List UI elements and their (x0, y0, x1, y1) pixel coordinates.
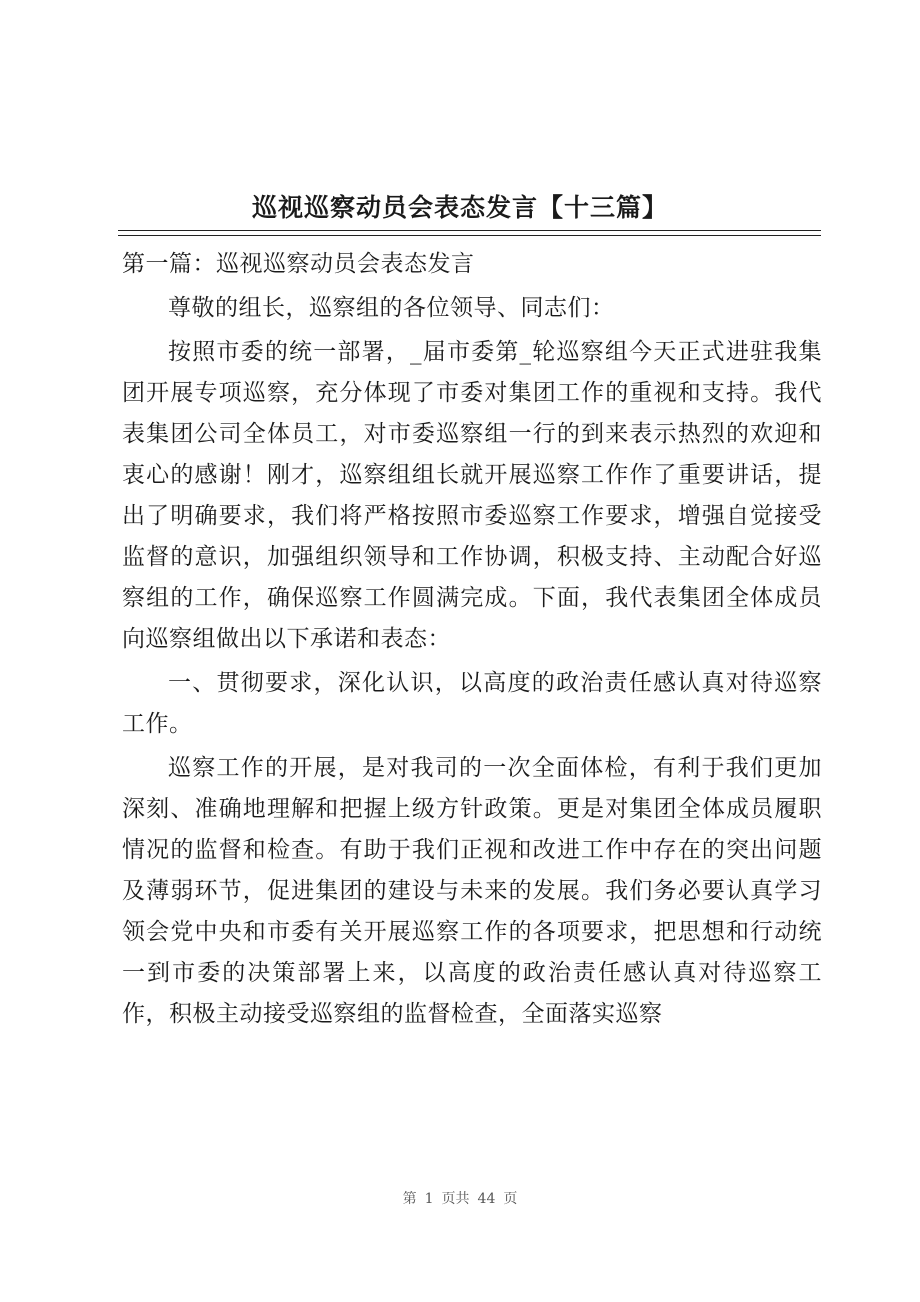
paragraph-intro: 按照市委的统一部署，_届市委第_轮巡察组今天正式进驻我集团开展专项巡察，充分体现了市委对集团工作的重视和支持。我代表集团公司全体员工，对市委巡察组一行的到来表示热烈的欢迎和衷心的感谢！刚才，巡察组组长就开展巡察工作作了重要讲话，提出了明确要求，我们将严格按照市委巡察工作要求，增强自觉接受监督的意识，加强组织领导和工作协调，积极支持、主动配合好巡察组的工作，确保巡察工作圆满完成。下面，我代表集团全体成员向巡察组做出以下承诺和表态： (122, 339, 822, 652)
paragraph-body: 巡察工作的开展，是对我司的一次全面体检，有利于我们更加深刻、准确地理解和把握上级方针政策。更是对集团全体成员履职情况的监督和检查。有助于我们正视和改进工作中存在的突出问题及薄弱环节，促进集团的建设与未来的发展。我们务必要认真学习领会党中央和市委有关开展巡察工作的各项要求，把思想和行动统一到市委的决策部署上来，以高度的政治责任感认真对待巡察工作，积极主动接受巡察组的监督检查，全面落实巡察 (122, 755, 822, 1027)
footer-page-number: 1 (424, 1191, 434, 1207)
page-footer (0, 1188, 920, 1208)
footer-total-pages: 44 (477, 1191, 496, 1207)
footer-middle: 页共 (441, 1191, 470, 1207)
paragraph-point-one: 一、贯彻要求，深化认识，以高度的政治责任感认真对待巡察工作。 (122, 670, 822, 737)
document-body (122, 244, 822, 1038)
document-title: 巡视巡察动员会表态发言【十三篇】 (251, 193, 668, 222)
title-divider-bottom (118, 235, 821, 236)
paragraph-salutation: 尊敬的组长，巡察组的各位领导、同志们： (168, 295, 615, 321)
footer-suffix: 页 (503, 1191, 518, 1207)
footer-prefix: 第 (402, 1191, 417, 1207)
title-divider-top (118, 230, 821, 231)
section-heading: 第一篇：巡视巡察动员会表态发言 (122, 251, 475, 277)
